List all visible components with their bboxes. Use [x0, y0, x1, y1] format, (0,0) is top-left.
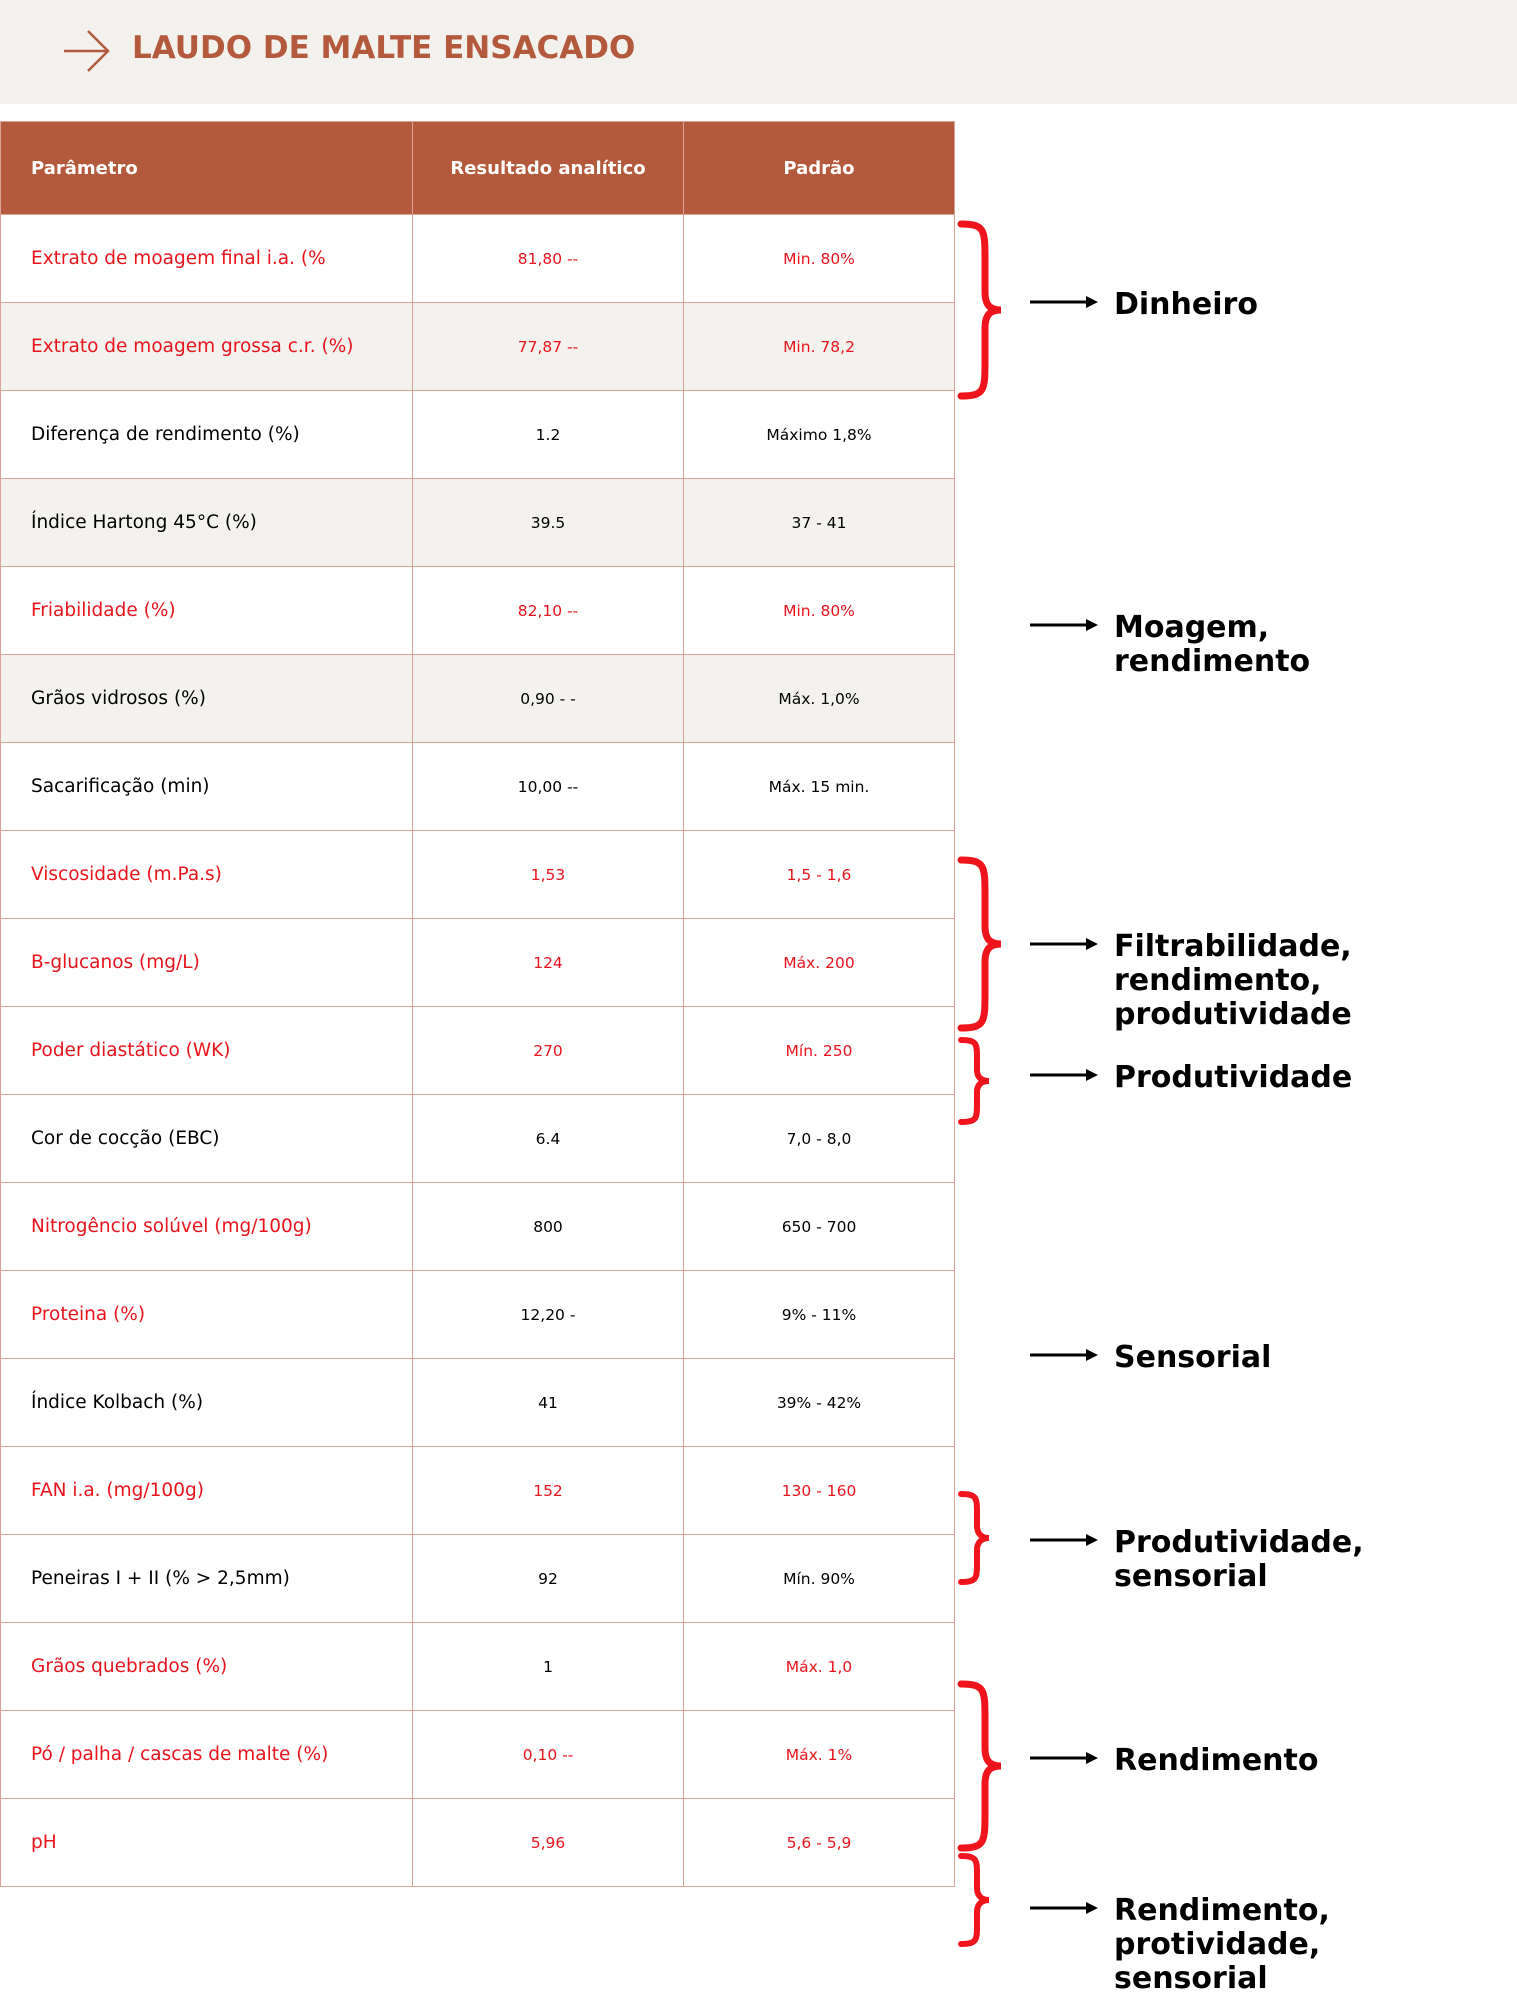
- column-header-resultado: Resultado analítico: [413, 122, 684, 215]
- standard-cell: Min. 80%: [684, 215, 955, 303]
- param-cell: Friabilidade (%): [1, 567, 413, 655]
- param-cell: Índice Kolbach (%): [1, 1359, 413, 1447]
- arrow-right-icon: [1030, 1067, 1100, 1083]
- param-cell: pH: [1, 1799, 413, 1887]
- param-cell: Sacarificação (min): [1, 743, 413, 831]
- annotation-label: Filtrabilidade, rendimento, produtividade: [1114, 929, 1352, 1032]
- table-row: [1, 919, 955, 1007]
- result-cell: 77,87 --: [413, 303, 684, 391]
- arrow-right-icon: [1030, 1750, 1100, 1766]
- arrow-right-icon: [1030, 1900, 1100, 1916]
- table-row: [1, 479, 955, 567]
- annotation-label: Rendimento, protividade, sensorial: [1114, 1893, 1330, 1996]
- param-cell: Grãos vidrosos (%): [1, 655, 413, 743]
- param-cell: Grãos quebrados (%): [1, 1623, 413, 1711]
- result-cell: 1,53: [413, 831, 684, 919]
- standard-cell: 1,5 - 1,6: [684, 831, 955, 919]
- standard-cell: 5,6 - 5,9: [684, 1799, 955, 1887]
- table-row: [1, 391, 955, 479]
- table-row: [1, 831, 955, 919]
- result-cell: 124: [413, 919, 684, 1007]
- curly-brace-icon: [955, 1852, 1015, 1948]
- table-row: [1, 1535, 955, 1623]
- arrow-right-icon: [1030, 1532, 1100, 1548]
- result-cell: 0,10 --: [413, 1711, 684, 1799]
- standard-cell: Mín. 90%: [684, 1535, 955, 1623]
- param-cell: B-glucanos (mg/L): [1, 919, 413, 1007]
- table-row: [1, 1095, 955, 1183]
- table-row: [1, 1271, 955, 1359]
- curly-brace-icon: [955, 1680, 1015, 1852]
- param-cell: FAN i.a. (mg/100g): [1, 1447, 413, 1535]
- standard-cell: Min. 78,2: [684, 303, 955, 391]
- standard-cell: Mín. 250: [684, 1007, 955, 1095]
- param-cell: Pó / palha / cascas de malte (%): [1, 1711, 413, 1799]
- param-cell: Peneiras I + II (% > 2,5mm): [1, 1535, 413, 1623]
- result-cell: 81,80 --: [413, 215, 684, 303]
- table-row: [1, 743, 955, 831]
- arrow-right-icon: [1030, 294, 1100, 310]
- standard-cell: Máximo 1,8%: [684, 391, 955, 479]
- table-row: [1, 1183, 955, 1271]
- table-row: [1, 215, 955, 303]
- standard-cell: 9% - 11%: [684, 1271, 955, 1359]
- param-cell: Proteina (%): [1, 1271, 413, 1359]
- curly-brace-icon: [955, 220, 1015, 400]
- result-cell: 800: [413, 1183, 684, 1271]
- result-cell: 39.5: [413, 479, 684, 567]
- column-header-padrao: Padrão: [684, 122, 955, 215]
- standard-cell: 7,0 - 8,0: [684, 1095, 955, 1183]
- param-cell: Nitrogêncio solúvel (mg/100g): [1, 1183, 413, 1271]
- table-row: [1, 655, 955, 743]
- result-cell: 152: [413, 1447, 684, 1535]
- standard-cell: 39% - 42%: [684, 1359, 955, 1447]
- standard-cell: 130 - 160: [684, 1447, 955, 1535]
- standard-cell: 37 - 41: [684, 479, 955, 567]
- table-row: [1, 1711, 955, 1799]
- result-cell: 0,90 - -: [413, 655, 684, 743]
- curly-brace-icon: [955, 1036, 1015, 1126]
- result-cell: 12,20 -: [413, 1271, 684, 1359]
- param-cell: Poder diastático (WK): [1, 1007, 413, 1095]
- result-cell: 270: [413, 1007, 684, 1095]
- table-row: [1, 1359, 955, 1447]
- page-header: [0, 0, 1517, 104]
- curly-brace-icon: [955, 856, 1015, 1032]
- table-row: [1, 1007, 955, 1095]
- param-cell: Cor de cocção (EBC): [1, 1095, 413, 1183]
- annotation-label: Produtividade: [1114, 1060, 1353, 1095]
- result-cell: 92: [413, 1535, 684, 1623]
- table-row: [1, 1447, 955, 1535]
- result-cell: 41: [413, 1359, 684, 1447]
- standard-cell: Máx. 1%: [684, 1711, 955, 1799]
- table-row: [1, 1623, 955, 1711]
- standard-cell: Máx. 200: [684, 919, 955, 1007]
- table-header-row: [1, 122, 955, 215]
- arrow-right-icon: [1030, 1347, 1100, 1363]
- result-cell: 82,10 --: [413, 567, 684, 655]
- table-row: [1, 1799, 955, 1887]
- curly-brace-icon: [955, 1490, 1015, 1586]
- standard-cell: 650 - 700: [684, 1183, 955, 1271]
- result-cell: 5,96: [413, 1799, 684, 1887]
- arrow-right-icon: [1030, 936, 1100, 952]
- annotation-label: Dinheiro: [1114, 287, 1258, 322]
- annotation-label: Rendimento: [1114, 1743, 1319, 1778]
- annotation-label: Sensorial: [1114, 1340, 1272, 1375]
- param-cell: Diferença de rendimento (%): [1, 391, 413, 479]
- param-cell: Viscosidade (m.Pa.s): [1, 831, 413, 919]
- param-cell: Extrato de moagem final i.a. (%: [1, 215, 413, 303]
- column-header-parametro: Parâmetro: [1, 122, 413, 215]
- result-cell: 1.2: [413, 391, 684, 479]
- annotation-label: Moagem, rendimento: [1114, 610, 1311, 679]
- standard-cell: Máx. 1,0: [684, 1623, 955, 1711]
- arrow-right-icon: [1030, 617, 1100, 633]
- table-row: [1, 303, 955, 391]
- result-cell: 1: [413, 1623, 684, 1711]
- table-row: [1, 567, 955, 655]
- laudo-table: [0, 121, 955, 1887]
- result-cell: 10,00 --: [413, 743, 684, 831]
- standard-cell: Máx. 1,0%: [684, 655, 955, 743]
- annotation-label: Produtividade, sensorial: [1114, 1525, 1364, 1594]
- arrow-right-icon: [62, 26, 112, 76]
- standard-cell: Máx. 15 min.: [684, 743, 955, 831]
- page-title: LAUDO DE MALTE ENSACADO: [132, 30, 636, 66]
- standard-cell: Min. 80%: [684, 567, 955, 655]
- param-cell: Extrato de moagem grossa c.r. (%): [1, 303, 413, 391]
- result-cell: 6.4: [413, 1095, 684, 1183]
- param-cell: Índice Hartong 45°C (%): [1, 479, 413, 567]
